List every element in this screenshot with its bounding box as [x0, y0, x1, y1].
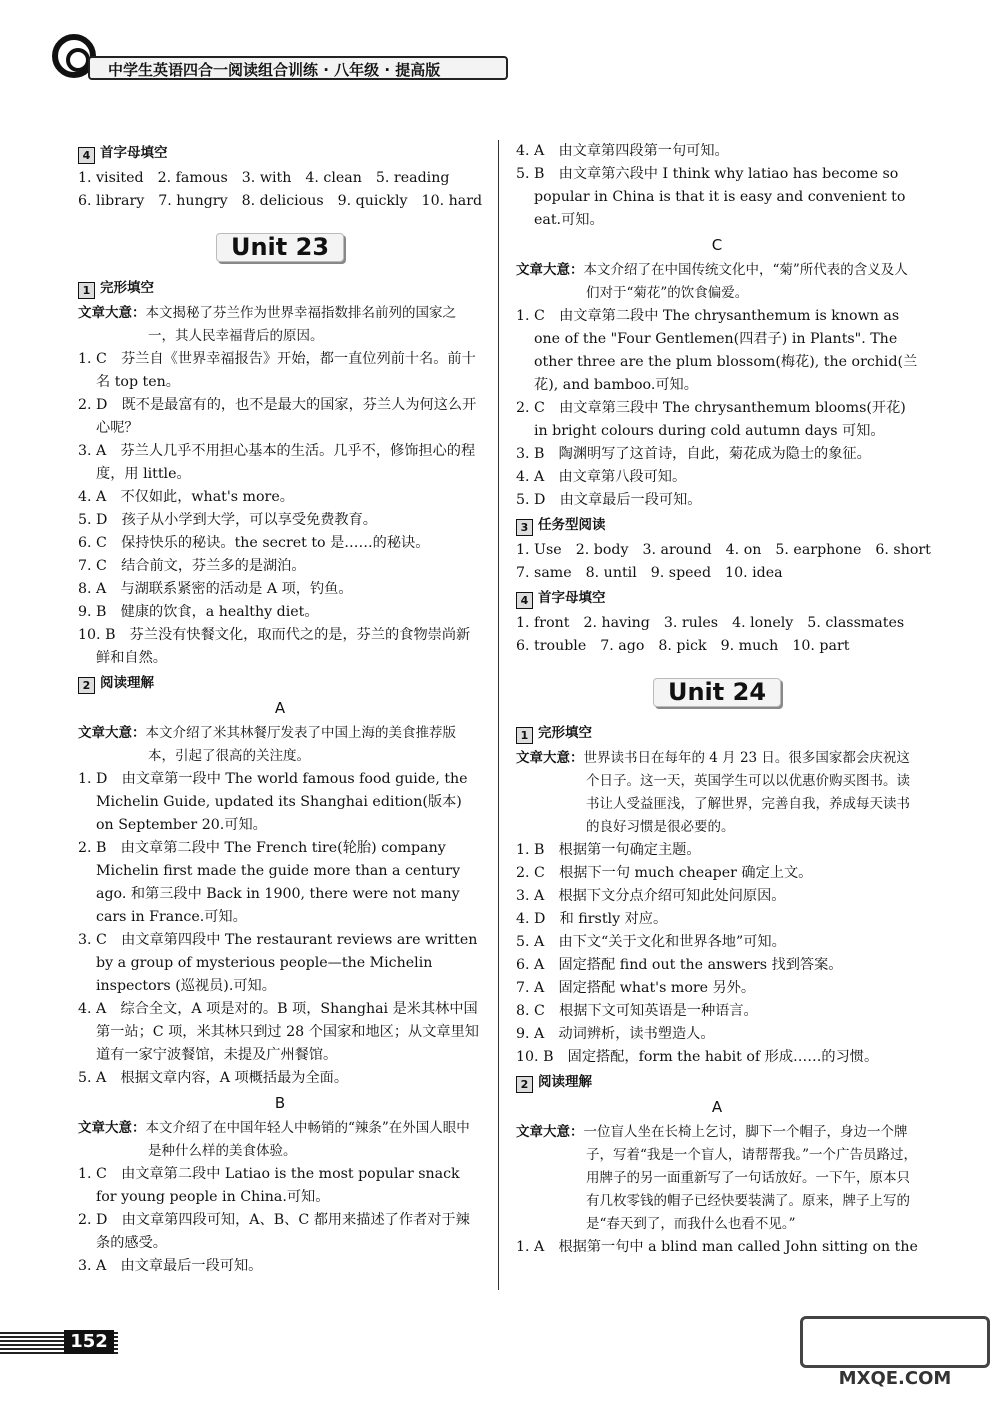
passage-label: C [711, 236, 723, 254]
passage-label: A [711, 1098, 723, 1116]
answer-item: 1. C 由文章第二段中 The chrysanthemum is known as one of the "Four Gentlemen(四君子) in Plants". The other three are the plum blossom(梅花), the orchid(兰花), and bamboo.可知。 [516, 308, 918, 393]
section-heading: 2 阅读理解 [516, 1071, 918, 1094]
answer-list [516, 839, 918, 1069]
article-summary: 文章大意：本文揭秘了芬兰作为世界幸福指数排名前列的国家之一，其人民幸福背后的原因。 [78, 305, 456, 344]
answer-item: 1. C 芬兰自《世界幸福报告》开始，都一直位列前十名。前十名 top ten。 [78, 351, 476, 390]
answer-item: 4. A 由文章第八段可知。 [516, 469, 687, 485]
answer-row: 6. library 7. hungry 8. delicious 9. quickly 10. hard [78, 193, 483, 209]
answer-item: 10. B 固定搭配，form the habit of 形成……的习惯。 [516, 1049, 879, 1065]
article-summary: 文章大意：本文介绍了在中国年轻人中畅销的“辣条”在外国人眼中是种什么样的美食体验。 [78, 1120, 470, 1159]
answer-item: 6. C 保持快乐的秘诀。the secret to 是……的秘诀。 [78, 535, 430, 551]
answer-item: 2. C 根据下一句 much cheaper 确定上文。 [516, 865, 813, 881]
section-heading: 4 首字母填空 [78, 142, 482, 165]
answer-item: 2. D 既不是最富有的，也不是最大的国家，芬兰人为何这么开心呢？ [78, 397, 477, 436]
section-heading: 4 首字母填空 [516, 587, 918, 610]
article-summary: 文章大意：一位盲人坐在长椅上乞讨，脚下一个帽子，身边一个牌子，写着“我是一个盲人，请帮帮我。”一个广告员路过，用牌子的另一面重新写了一句话放好。一下午，原本只有几枚零钱的帽子已经快要装满了。原来，牌子上写的是“春天到了，而我什么也看不见。” [516, 1124, 918, 1232]
answer-list [78, 768, 482, 1090]
answer-list [78, 1163, 482, 1278]
answer-item: 1. A 根据第一句中 a blind man called John sitting on the [516, 1239, 918, 1255]
answer-list [516, 305, 918, 512]
answer-item: 9. B 健康的饮食，a healthy diet。 [78, 604, 319, 620]
answer-item: 9. A 动词辨析，读书塑造人。 [516, 1026, 715, 1042]
answer-item: 10. B 芬兰没有快餐文化，取而代之的是，芬兰的食物崇尚新鲜和自然。 [78, 627, 471, 666]
answer-item: 6. A 固定搭配 find out the answers 找到答案。 [516, 957, 843, 973]
answer-row: 1. Use 2. body 3. around 4. on 5. earphone 6. short [516, 542, 931, 558]
right-column [516, 140, 931, 1259]
answer-item: 1. D 由文章第一段中 The world famous food guide, the Michelin Guide, updated its Shanghai edition(版本) on September 20.可知。 [78, 771, 468, 833]
answer-item: 3. A 芬兰人几乎不用担心基本的生活。几乎不，修饰担心的程度，用 little。 [78, 443, 476, 482]
passage-label: B [274, 1094, 286, 1112]
answer-item: 5. B 由文章第六段中 I think why latiao has become so popular in China is that it is easy and convenient to eat.可知。 [516, 166, 906, 228]
answer-item: 7. C 结合前文，芬兰多的是湖泊。 [78, 558, 306, 574]
section-number-icon: 2 [516, 1076, 533, 1093]
left-column [78, 140, 482, 1278]
answer-item: 4. A 综合全文，A 项是对的。B 项，Shanghai 是米其林中国第一站；C 项，米其林只到过 28 个国家和地区；从文章里知道有一家宁波餐馆，未提及广州餐馆。 [78, 1001, 479, 1063]
section-number-icon: 4 [78, 147, 95, 164]
book-title-banner: 中学生英语四合一阅读组合训练 · 八年级 · 提高版 [88, 56, 508, 80]
watermark [800, 1316, 990, 1396]
answer-item: 7. A 固定搭配 what's more 另外。 [516, 980, 756, 996]
answer-item: 4. A 由文章第四段第一句可知。 [516, 143, 729, 159]
passage-label: A [274, 699, 286, 717]
section-heading: 3 任务型阅读 [516, 514, 918, 537]
article-summary: 文章大意：本文介绍了米其林餐厅发表了中国上海的美食推荐版本，引起了很高的关注度。 [78, 725, 456, 764]
answer-item: 5. A 由下文“关于文化和世界各地”可知。 [516, 934, 786, 950]
answer-item: 1. B 根据第一句确定主题。 [516, 842, 701, 858]
answer-item: 2. B 由文章第二段中 The French tire(轮胎) company Michelin first made the guide more than a century ago. 和第三段中 Back in 1900, there were not many cars in France.可知。 [78, 840, 461, 925]
answer-item: 8. A 与湖联系紧密的活动是 A 项，钓鱼。 [78, 581, 353, 597]
answer-item: 2. C 由文章第三段中 The chrysanthemum blooms(开花) in bright colours during cold autumn days 可知。 [516, 400, 906, 439]
unit-heading: Unit 23 [78, 233, 482, 263]
answer-item: 3. C 由文章第四段中 The restaurant reviews are written by a group of mysterious people—the Michelin inspectors (巡视员).可知。 [78, 932, 478, 994]
unit-heading: Unit 24 [516, 678, 918, 708]
answer-item: 1. C 由文章第二段中 Latiao is the most popular snack for young people in China.可知。 [78, 1166, 460, 1205]
watermark-url: MXQE.COM [838, 1368, 952, 1389]
page-header [52, 34, 472, 82]
answer-item: 5. A 根据文章内容，A 项概括最为全面。 [78, 1070, 349, 1086]
section-number-icon: 1 [78, 282, 95, 299]
answer-item: 4. D 和 firstly 对应。 [516, 911, 668, 927]
answer-item: 3. A 根据下文分点介绍可知此处问原因。 [516, 888, 786, 904]
section-number-icon: 3 [516, 519, 533, 536]
answer-item: 3. B 陶渊明写了这首诗，自此，菊花成为隐士的象征。 [516, 446, 871, 462]
answer-list [516, 1236, 918, 1259]
answer-list [78, 348, 482, 670]
section-heading: 1 完形填空 [516, 722, 918, 745]
answer-item: 8. C 根据下文可知英语是一种语言。 [516, 1003, 758, 1019]
answer-item: 3. A 由文章最后一段可知。 [78, 1258, 263, 1274]
column-divider [498, 140, 499, 1290]
article-summary: 文章大意：本文介绍了在中国传统文化中，“菊”所代表的含义及人们对于“菊花”的饮食偏爱。 [516, 262, 908, 301]
answer-item: 4. A 不仅如此，what's more。 [78, 489, 294, 505]
article-summary: 文章大意：世界读书日在每年的 4 月 23 日。很多国家都会庆祝这个日子。这一天，英国学生可以以优惠价购买图书。读书让人受益匪浅，了解世界，完善自我，养成每天读书的良好习惯是很必要的。 [516, 750, 910, 835]
section-number-icon: 1 [516, 727, 533, 744]
answer-list [516, 140, 918, 232]
section-heading: 2 阅读理解 [78, 672, 482, 695]
page-number-bar [0, 1330, 118, 1354]
section-heading: 1 完形填空 [78, 277, 482, 300]
section-number-icon: 2 [78, 677, 95, 694]
answer-row: 6. trouble 7. ago 8. pick 9. much 10. part [516, 638, 850, 654]
answer-item: 5. D 孩子从小学到大学，可以享受免费教育。 [78, 512, 377, 528]
section-number-icon: 4 [516, 592, 533, 609]
page-number: 152 [64, 1330, 114, 1354]
answer-item: 2. D 由文章第四段可知，A、B、C 都用来描述了作者对于辣条的感受。 [78, 1212, 470, 1251]
answer-item: 5. D 由文章最后一段可知。 [516, 492, 702, 508]
watermark-seal-icon [800, 1316, 990, 1368]
answer-row: 1. front 2. having 3. rules 4. lonely 5. classmates [516, 615, 905, 631]
answer-row: 7. same 8. until 9. speed 10. idea [516, 565, 783, 581]
answer-row: 1. visited 2. famous 3. with 4. clean 5. reading [78, 170, 450, 186]
